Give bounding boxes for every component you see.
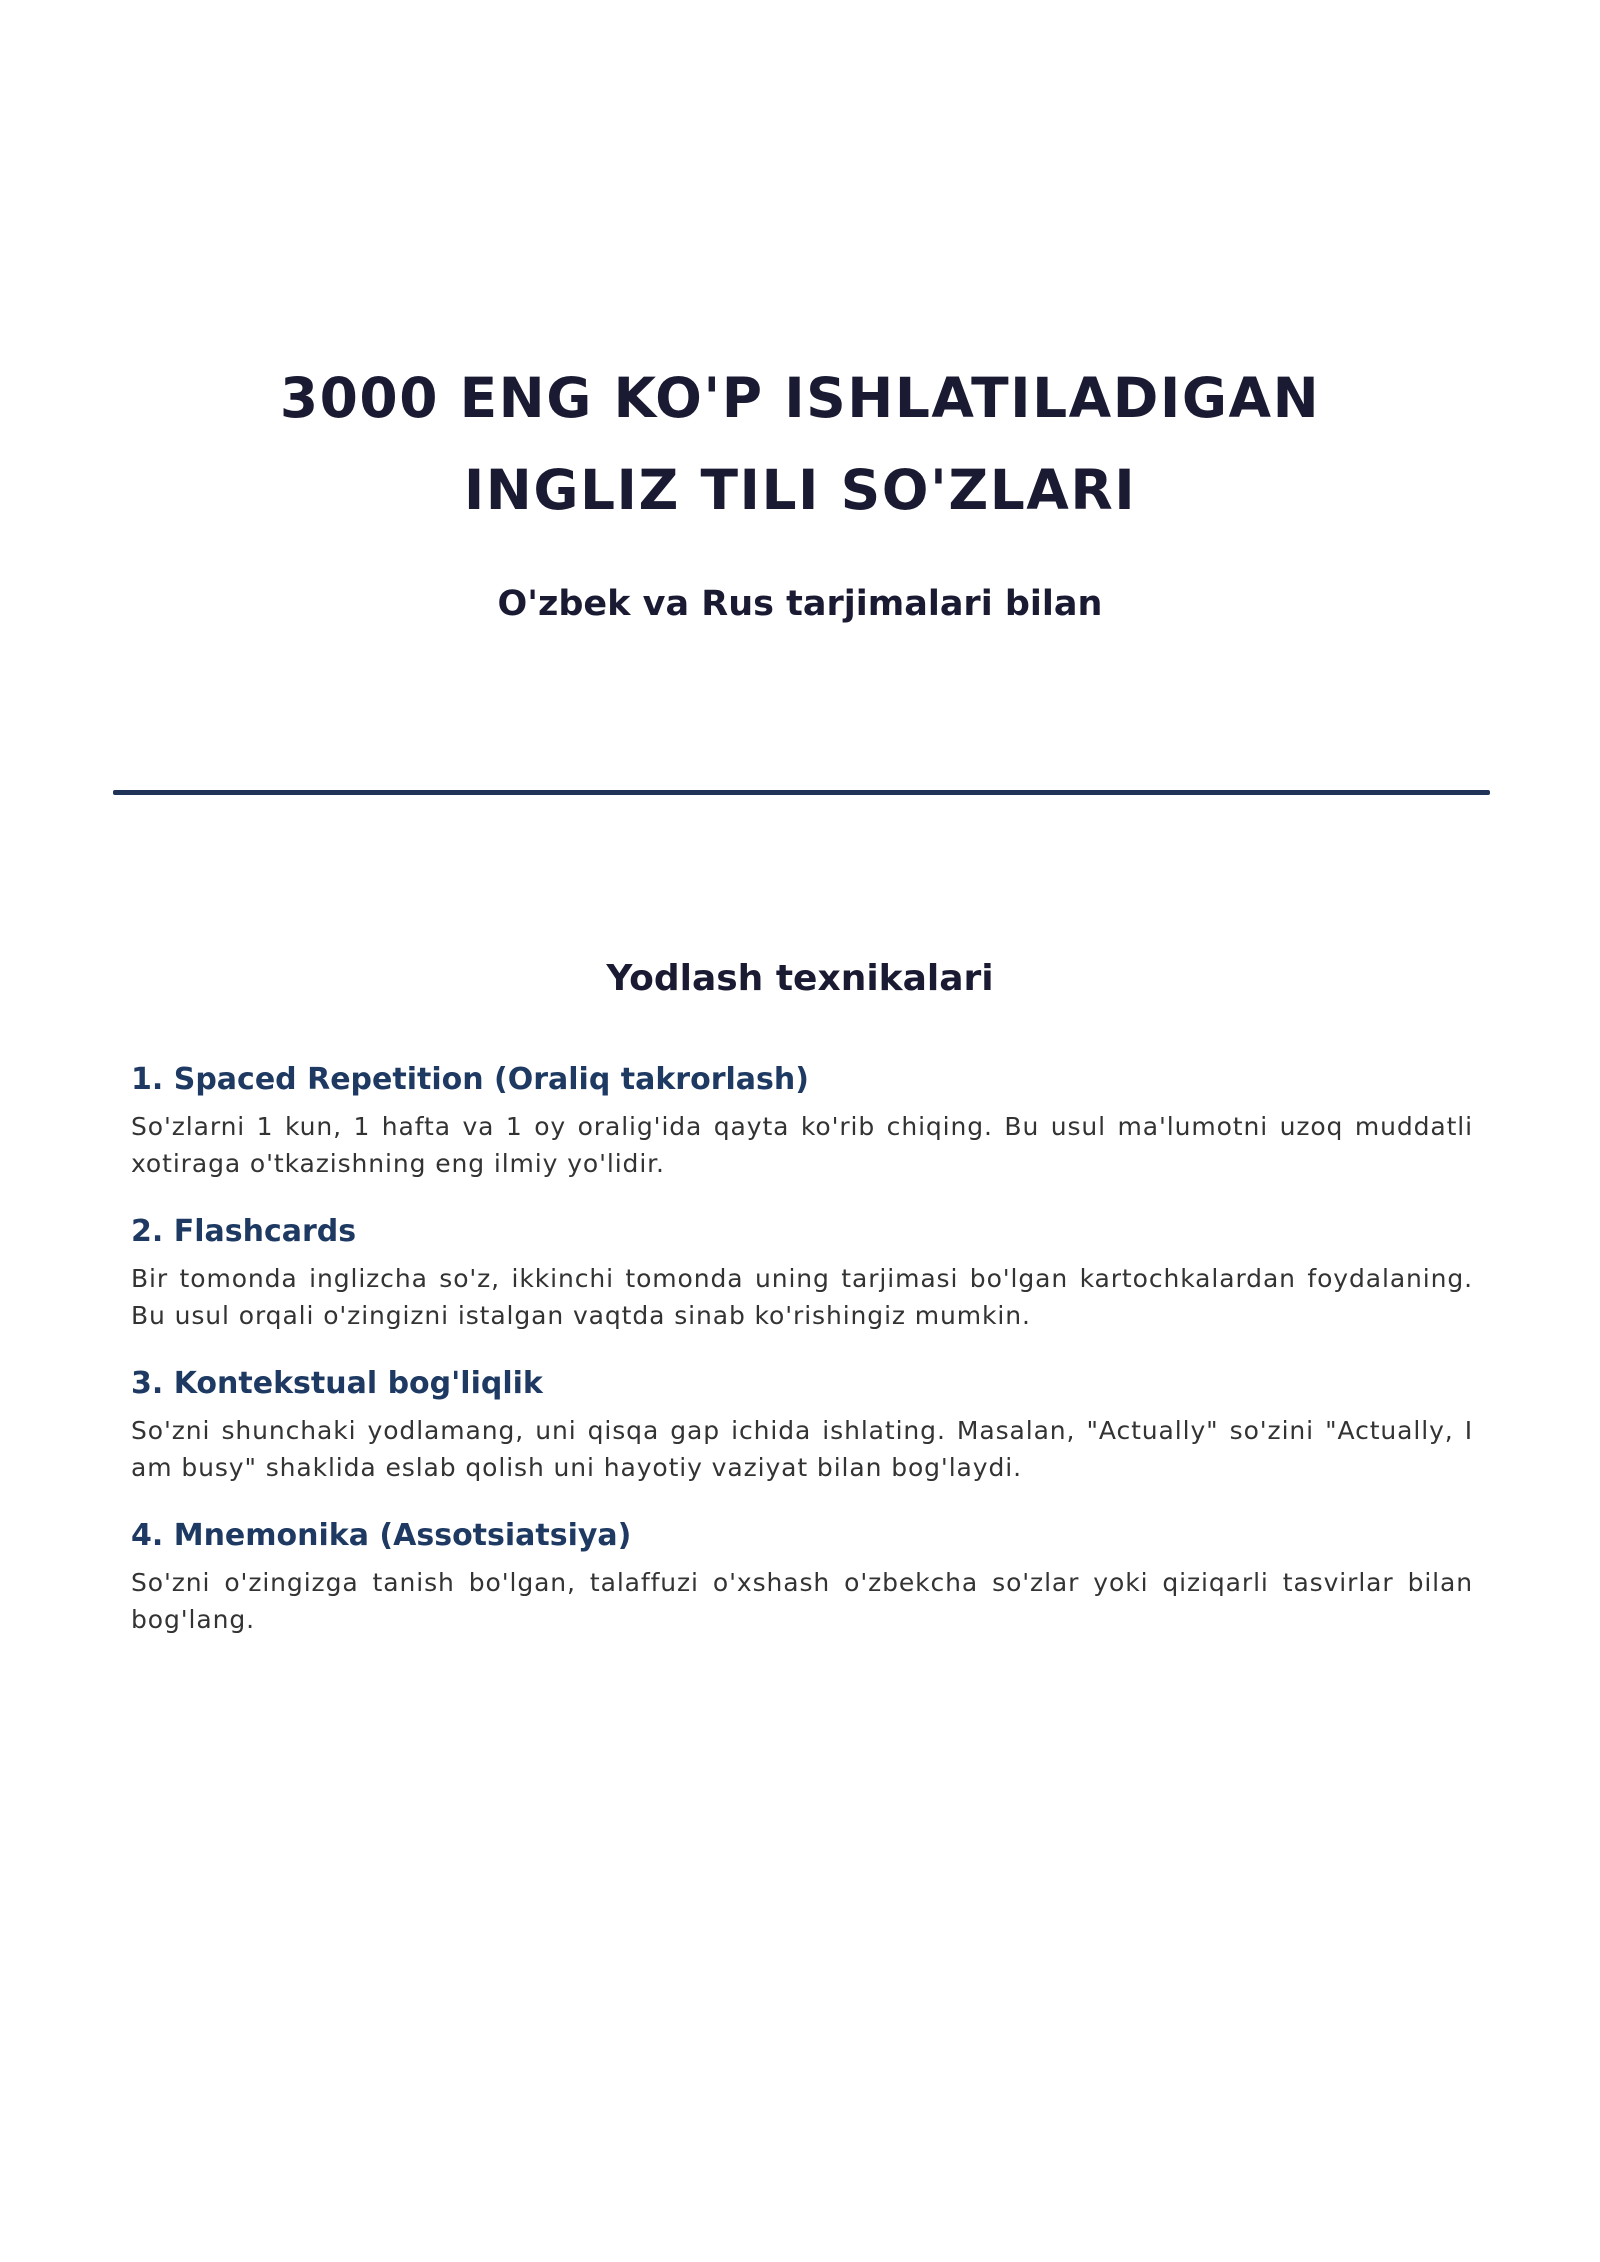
technique-item [131, 1058, 1473, 1182]
technique-heading: 4. Mnemonika (Assotsiatsiya) [131, 1518, 632, 1553]
divider-line [113, 790, 1490, 795]
technique-description: So'zlarni 1 kun, 1 hafta va 1 oy oralig'ida qayta ko'rib chiqing. Bu usul ma'lumotni uzoq muddatli xotiraga o'tkazishning eng ilmiy yo'lidir. [131, 1112, 1473, 1178]
page-title [0, 352, 1600, 536]
technique-description: Bir tomonda inglizcha so'z, ikkinchi tomonda uning tarjimasi bo'lgan kartochkalardan foydalaning. Bu usul orqali o'zingizni istalgan vaqtda sinab ko'rishingiz mumkin. [131, 1264, 1473, 1330]
techniques-list [131, 1058, 1473, 1666]
technique-heading: 1. Spaced Repetition (Oraliq takrorlash) [131, 1062, 809, 1097]
technique-heading: 3. Kontekstual bog'liqlik [131, 1366, 543, 1401]
technique-description: So'zni shunchaki yodlamang, uni qisqa gap ichida ishlating. Masalan, "Actually" so'zini "Actually, I am busy" shaklida eslab qolish uni hayotiy vaziyat bilan bog'laydi. [131, 1416, 1473, 1482]
title-line-1: 3000 ENG KO'P ISHLATILADIGAN [279, 366, 1321, 430]
section-title: Yodlash texnikalari [606, 958, 994, 999]
page-subtitle: O'zbek va Rus tarjimalari bilan [497, 584, 1103, 624]
technique-item [131, 1362, 1473, 1486]
technique-item [131, 1514, 1473, 1638]
technique-description: So'zni o'zingizga tanish bo'lgan, talaffuzi o'xshash o'zbekcha so'zlar yoki qiziqarli tasvirlar bilan bog'lang. [131, 1568, 1473, 1634]
technique-heading: 2. Flashcards [131, 1214, 357, 1249]
title-line-2: INGLIZ TILI SO'ZLARI [463, 458, 1137, 522]
technique-item [131, 1210, 1473, 1334]
